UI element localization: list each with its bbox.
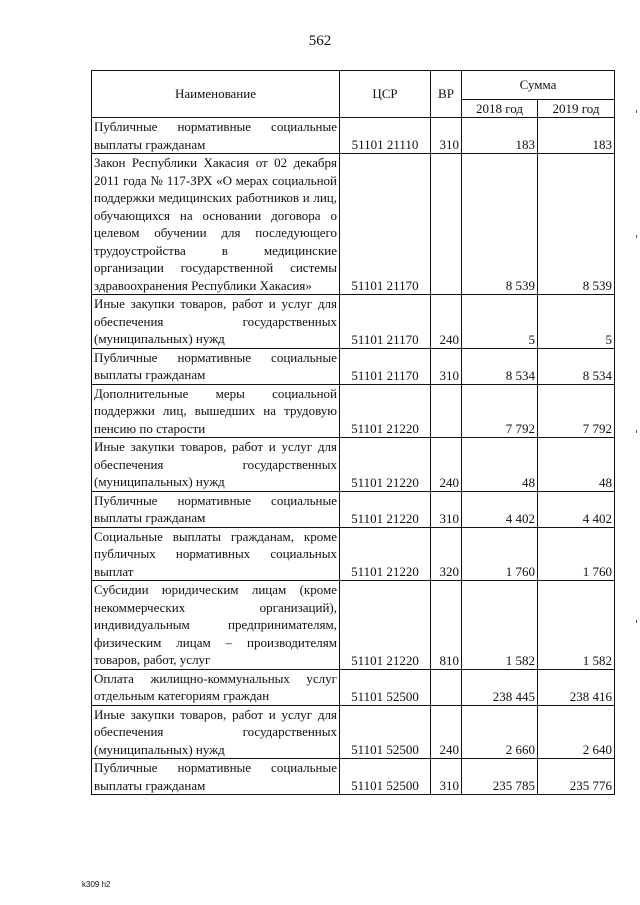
header-sum: Сумма [462, 71, 615, 100]
table-row [92, 581, 615, 670]
row-csr: 51101 52500 [340, 669, 431, 705]
row-name: Субсидии юридическим лицам (кроме некоммерческих организаций), индивидуальным предпринимателям, физическим лицам – производителям товаров, работ, услуг [92, 581, 340, 670]
row-sum-2018: 7 792 [462, 384, 538, 438]
row-vr [431, 384, 462, 438]
row-vr: 240 [431, 295, 462, 349]
row-sum-2019: 2 640 [538, 705, 615, 759]
row-vr: 310 [431, 759, 462, 795]
row-sum-2019: 183 [538, 118, 615, 154]
row-sum-2019: 48 [538, 438, 615, 492]
row-vr: 810 [431, 581, 462, 670]
row-name: Социальные выплаты гражданам, кроме публичных нормативных социальных выплат [92, 527, 340, 581]
row-sum-2018: 235 785 [462, 759, 538, 795]
row-sum-2018: 5 [462, 295, 538, 349]
row-name: Оплата жилищно-коммунальных услуг отдельным категориям граждан [92, 669, 340, 705]
header-year-2019: 2019 год [538, 100, 615, 118]
header-name: Наименование [92, 71, 340, 118]
row-csr: 51101 21220 [340, 491, 431, 527]
row-sum-2019: 8 539 [538, 154, 615, 295]
table-row [92, 669, 615, 705]
row-csr: 51101 21170 [340, 154, 431, 295]
row-csr: 51101 21220 [340, 581, 431, 670]
scan-edge-mark [636, 430, 637, 433]
row-name: Публичные нормативные социальные выплаты гражданам [92, 348, 340, 384]
header-row [92, 71, 615, 100]
table-row [92, 295, 615, 349]
row-name: Закон Республики Хакасия от 02 декабря 2011 года № 117-ЗРХ «О мерах социальной поддержки медицинских работников и лиц, обучающихся на основании договора о целевом обучении для последующего трудоустройства в медицинские организации государственной системы здравоохранения Республики Хакасия» [92, 154, 340, 295]
row-name: Публичные нормативные социальные выплаты гражданам [92, 491, 340, 527]
table-row [92, 491, 615, 527]
row-sum-2019: 235 776 [538, 759, 615, 795]
footer-code: k309 h2 [82, 880, 111, 889]
budget-table [91, 70, 615, 795]
row-name: Иные закупки товаров, работ и услуг для обеспечения государственных (муниципальных) нужд [92, 705, 340, 759]
row-sum-2019: 1 582 [538, 581, 615, 670]
table-row [92, 705, 615, 759]
table-row [92, 438, 615, 492]
row-vr: 310 [431, 118, 462, 154]
scan-edge-mark [636, 110, 637, 113]
row-csr: 51101 21220 [340, 527, 431, 581]
row-name: Публичные нормативные социальные выплаты гражданам [92, 118, 340, 154]
row-vr [431, 154, 462, 295]
row-name: Иные закупки товаров, работ и услуг для обеспечения государственных (муниципальных) нужд [92, 295, 340, 349]
table-row [92, 384, 615, 438]
header-vr: ВР [431, 71, 462, 118]
page-number: 562 [308, 33, 332, 49]
row-sum-2018: 1 582 [462, 581, 538, 670]
row-csr: 51101 21110 [340, 118, 431, 154]
table-row [92, 154, 615, 295]
scan-edge-mark [636, 620, 637, 623]
row-vr: 320 [431, 527, 462, 581]
row-sum-2019: 238 416 [538, 669, 615, 705]
row-csr: 51101 52500 [340, 705, 431, 759]
row-csr: 51101 52500 [340, 759, 431, 795]
table-row [92, 527, 615, 581]
row-sum-2018: 2 660 [462, 705, 538, 759]
row-sum-2019: 5 [538, 295, 615, 349]
row-sum-2018: 8 539 [462, 154, 538, 295]
row-sum-2018: 238 445 [462, 669, 538, 705]
row-vr: 240 [431, 705, 462, 759]
row-csr: 51101 21220 [340, 384, 431, 438]
row-sum-2018: 48 [462, 438, 538, 492]
row-sum-2018: 4 402 [462, 491, 538, 527]
header-csr: ЦСР [340, 71, 431, 118]
row-name: Иные закупки товаров, работ и услуг для обеспечения государственных (муниципальных) нужд [92, 438, 340, 492]
row-sum-2018: 1 760 [462, 527, 538, 581]
row-csr: 51101 21170 [340, 348, 431, 384]
table-row [92, 348, 615, 384]
row-sum-2019: 8 534 [538, 348, 615, 384]
row-name: Публичные нормативные социальные выплаты гражданам [92, 759, 340, 795]
row-sum-2019: 7 792 [538, 384, 615, 438]
row-name: Дополнительные меры социальной поддержки лиц, вышедших на трудовую пенсию по старости [92, 384, 340, 438]
row-csr: 51101 21170 [340, 295, 431, 349]
table-row [92, 118, 615, 154]
row-sum-2018: 8 534 [462, 348, 538, 384]
header-year-2018: 2018 год [462, 100, 538, 118]
table-row [92, 759, 615, 795]
row-sum-2019: 1 760 [538, 527, 615, 581]
row-csr: 51101 21220 [340, 438, 431, 492]
row-vr: 240 [431, 438, 462, 492]
scan-edge-mark [636, 235, 637, 238]
row-vr [431, 669, 462, 705]
row-sum-2018: 183 [462, 118, 538, 154]
row-vr: 310 [431, 491, 462, 527]
row-vr: 310 [431, 348, 462, 384]
row-sum-2019: 4 402 [538, 491, 615, 527]
